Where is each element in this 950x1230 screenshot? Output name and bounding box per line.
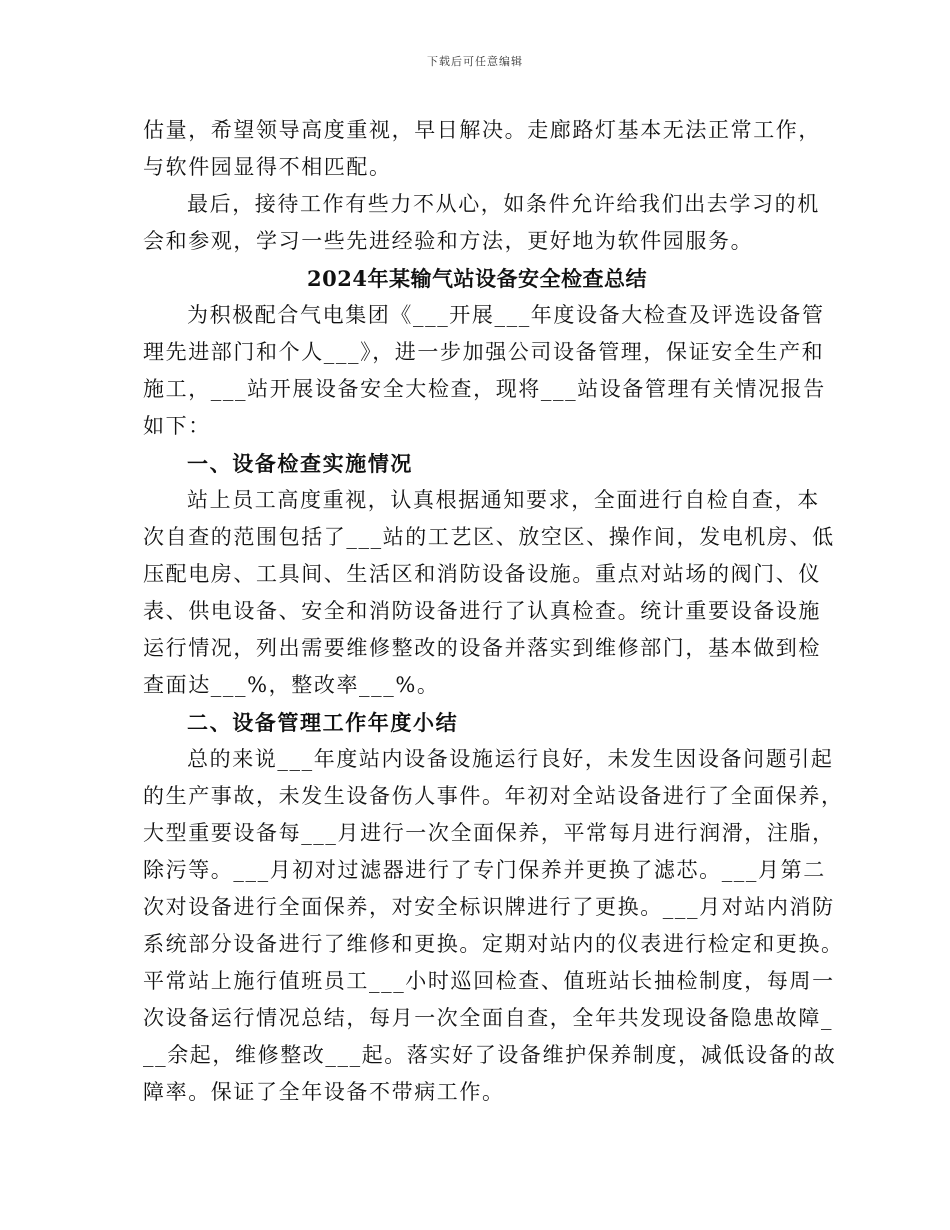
paragraph-line: 障率。保证了全年设备不带病工作。 xyxy=(143,1080,505,1104)
section-heading: 一、设备检查实施情况 xyxy=(187,451,413,476)
paragraph-line: 平常站上施行值班员工___小时巡回检查、值班站长抽检制度，每周一 xyxy=(143,969,835,993)
document-title: 2024年某输气站设备安全检查总结 xyxy=(307,266,647,291)
paragraph-line: 除污等。___月初对过滤器进行了专门保养并更换了滤芯。___月第二 xyxy=(143,858,826,882)
paragraph-line: 估量，希望领导高度重视，早日解决。走廊路灯基本无法正常工作， xyxy=(143,118,821,142)
paragraph-line: 理先进部门和个人___》，进一步加强公司设备管理，保证安全生产和 xyxy=(143,340,825,364)
paragraph-line: 表、供电设备、安全和消防设备进行了认真检查。统计重要设备设施 xyxy=(143,599,821,623)
paragraph-line: 大型重要设备每___月进行一次全面保养，平常每月进行润滑，注脂， xyxy=(143,821,835,845)
section-heading: 二、设备管理工作年度小结 xyxy=(187,710,459,735)
paragraph-line: 为积极配合气电集团《___开展___年度设备大检查及评选设备管 xyxy=(187,303,825,327)
paragraph-line: 运行情况，列出需要维修整改的设备并落实到维修部门，基本做到检 xyxy=(143,636,821,660)
paragraph-line: 压配电房、工具间、生活区和消防设备设施。重点对站场的阀门、仪 xyxy=(143,562,821,586)
paragraph-line: 会和参观，学习一些先进经验和方法，更好地为软件园服务。 xyxy=(143,229,754,253)
paragraph-line: 查面达___%，整改率___%。 xyxy=(143,673,440,697)
paragraph-line: 站上员工高度重视，认真根据通知要求，全面进行自检自查，本 xyxy=(187,488,820,512)
paragraph-line: 次自查的范围包括了___站的工艺区、放空区、操作间，发电机房、低 xyxy=(143,525,835,549)
paragraph-line: 系统部分设备进行了维修和更换。定期对站内的仪表进行检定和更换。 xyxy=(143,932,844,956)
paragraph-line: 施工，___站开展设备安全大检查，现将___站设备管理有关情况报告 xyxy=(143,377,826,401)
document-body xyxy=(143,112,844,1111)
paragraph-line: 次设备运行情况总结，每月一次全面自查，全年共发现设备隐患故障_ xyxy=(143,1006,834,1030)
paragraph-line: 次对设备进行全面保养，对安全标识牌进行了更换。___月对站内消防 xyxy=(143,895,835,919)
page-header-note: 下载后可任意编辑 xyxy=(427,55,523,68)
paragraph-line: 与软件园显得不相匹配。 xyxy=(143,155,392,179)
paragraph-line: 总的来说___年度站内设备设施运行良好，未发生因设备问题引起 xyxy=(187,747,834,771)
paragraph-line: 最后，接待工作有些力不从心，如条件允许给我们出去学习的机 xyxy=(187,192,820,216)
paragraph-line: __余起，维修整改___起。落实好了设备维护保养制度，减低设备的故 xyxy=(143,1043,837,1067)
paragraph-line: 如下： xyxy=(143,414,211,438)
paragraph-line: 的生产事故，未发生设备伤人事件。年初对全站设备进行了全面保养， xyxy=(143,784,844,808)
